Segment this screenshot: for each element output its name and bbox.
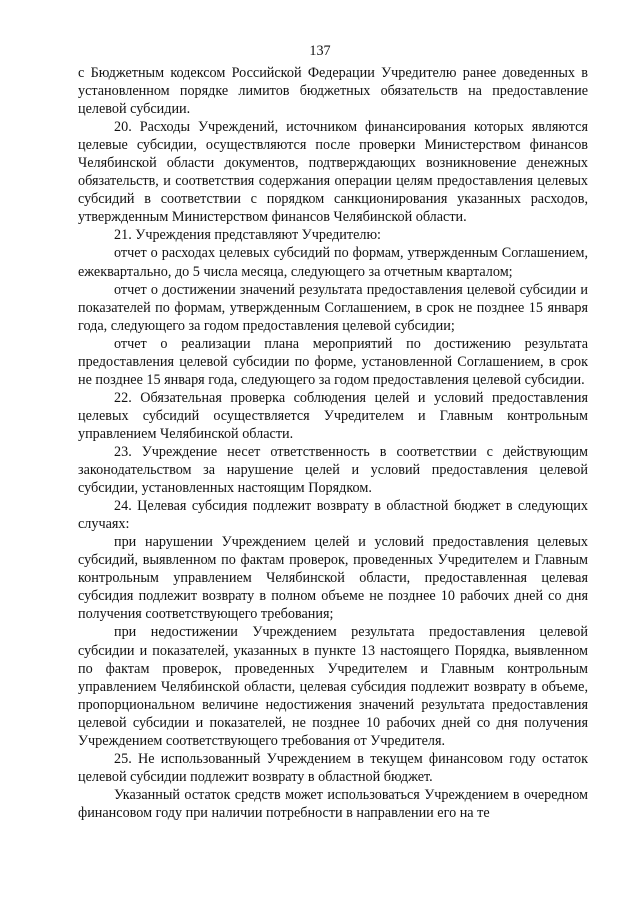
- paragraph: 20. Расходы Учреждений, источником финансирования которых являются целевые субсидии, осуществляются после проверки Министерством финансов Челябинской области документов, подтверждающих возникновение денежных обязательств, и соответствия содержания операции целям предоставления целевых субсидий в соответствии с порядком санкционирования указанных расходов, утвержденным Министерством финансов Челябинской области.: [78, 119, 588, 226]
- paragraph: отчет о достижении значений результата предоставления целевой субсидии и показателей по формам, утвержденным Соглашением, в срок не позднее 15 января года, следующего за годом предоставления целевой субсидии;: [78, 281, 588, 334]
- paragraph: 24. Целевая субсидия подлежит возврату в областной бюджет в следующих случаях:: [78, 498, 588, 533]
- paragraph: с Бюджетным кодексом Российской Федерации Учредителю ранее доведенных в установленном порядке лимитов бюджетных обязательств на предоставление целевой субсидии.: [78, 65, 588, 118]
- paragraph: Указанный остаток средств может использоваться Учреждением в очередном финансовом году при наличии потребности в направлении его на те: [78, 786, 588, 821]
- paragraph: 23. Учреждение несет ответственность в соответствии с действующим законодательством за нарушение целей и условий предоставления целевой субсидии, установленных настоящим Порядком.: [78, 443, 588, 497]
- paragraph: отчет о реализации плана мероприятий по достижению результата предоставления целевой субсидии по форме, установленной Соглашением, в срок не позднее 15 января года, следующего за годом предоставления целевой субсидии.: [78, 335, 588, 388]
- document-body: [78, 64, 588, 822]
- paragraph: при недостижении Учреждением результата предоставления целевой субсидии и показателей, указанных в пункте 13 настоящего Порядка, выявленном по фактам проверок, проведенных Учредителем и Главным контрольным управлением Челябинской области, целевая субсидия подлежит возврату в объеме, пропорциональном величине недостижения значений результата предоставления целевой субсидии и показателей, не позднее 10 рабочих дней со дня получения Учреждением соответствующего требования от Учредителя.: [78, 624, 588, 749]
- paragraph: при нарушении Учреждением целей и условий предоставления целевых субсидий, выявленном по фактам проверок, проведенных Учредителем и Главным контрольным управлением Челябинской области, предоставленная целевая субсидия подлежит возврату в полном объеме не позднее 10 рабочих дней со дня получения соответствующего требования;: [78, 534, 588, 623]
- paragraph: 21. Учреждения представляют Учредителю:: [114, 227, 381, 244]
- paragraph: 25. Не использованный Учреждением в текущем финансовом году остаток целевой субсидии подлежит возврату в областной бюджет.: [78, 750, 588, 785]
- page-number: 137: [309, 43, 331, 59]
- paragraph: 22. Обязательная проверка соблюдения целей и условий предоставления целевых субсидий осуществляется Учредителем и Главным контрольным управлением Челябинской области.: [78, 389, 588, 442]
- paragraph: отчет о расходах целевых субсидий по формам, утвержденным Соглашением, ежеквартально, до 5 числа месяца, следующего за отчетным кварталом;: [78, 245, 588, 280]
